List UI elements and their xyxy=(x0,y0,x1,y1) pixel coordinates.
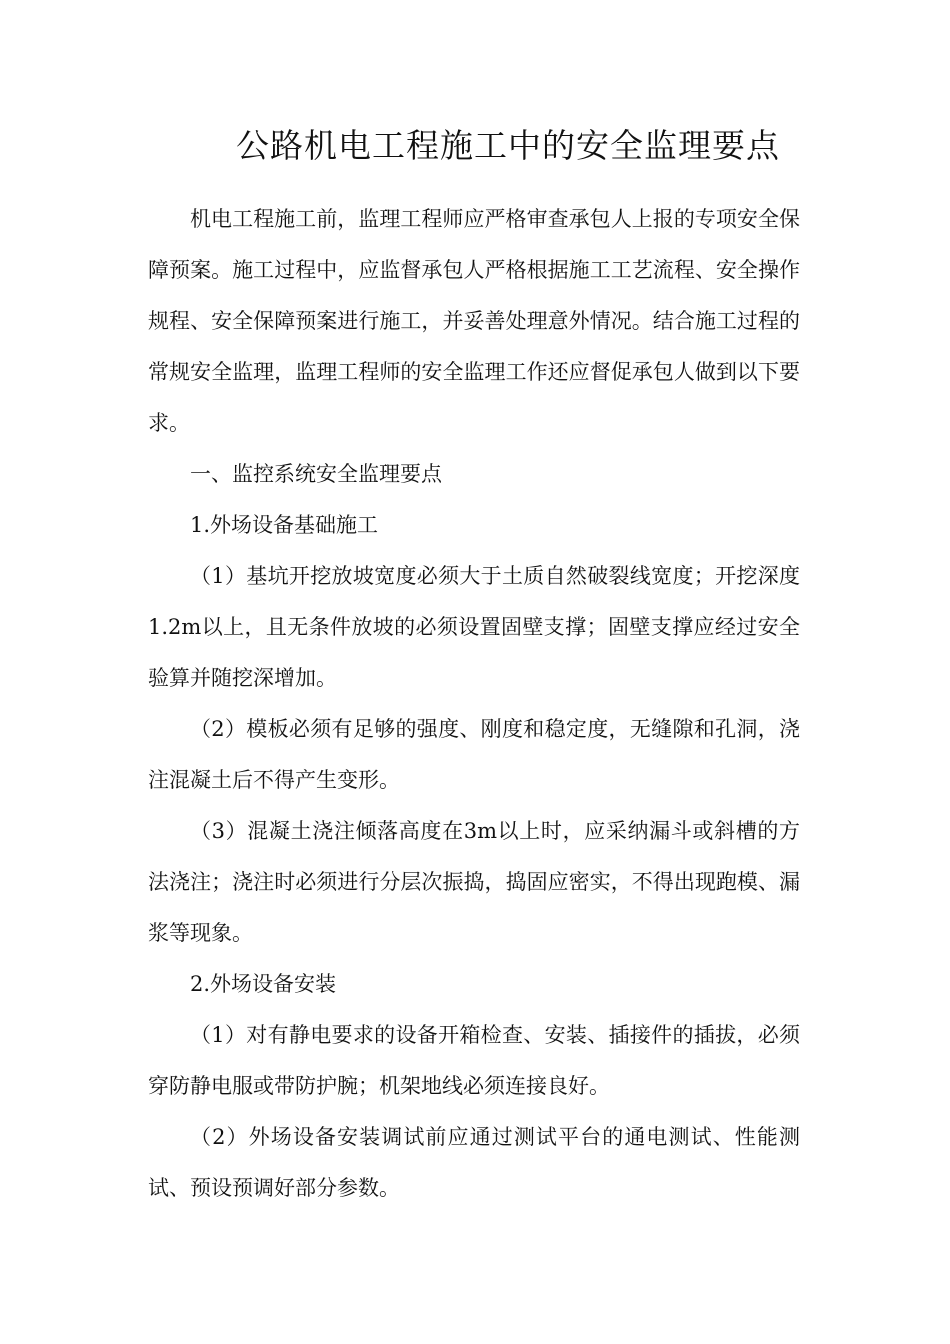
intro-paragraph: 机电工程施工前，监理工程师应严格审查承包人上报的专项安全保障预案。施工过程中，应监督承包人严格根据施工工艺流程、安全操作规程、安全保障预案进行施工，并妥善处理意外情况。结合施工过程的常规安全监理，监理工程师的安全监理工作还应督促承包人做到以下要求。 xyxy=(148,207,800,435)
document-body xyxy=(148,194,800,1214)
installation-item-1: （1）对有静电要求的设备开箱检查、安装、插接件的插拔，必须穿防静电服或带防护腕；机架地线必须连接良好。 xyxy=(148,1023,800,1098)
document-title: 公路机电工程施工中的安全监理要点 xyxy=(236,126,780,165)
section-heading-monitoring: 一、监控系统安全监理要点 xyxy=(190,462,442,486)
foundation-item-3: （3）混凝土浇注倾落高度在3m以上时，应采纳漏斗或斜槽的方法浇注；浇注时必须进行分层次振捣，捣固应密实，不得出现跑模、漏浆等现象。 xyxy=(148,819,800,945)
foundation-item-2: （2）模板必须有足够的强度、刚度和稳定度，无缝隙和孔洞，浇注混凝土后不得产生变形。 xyxy=(148,717,800,792)
subsection-heading-installation: 2.外场设备安装 xyxy=(190,972,337,996)
subsection-heading-foundation: 1.外场设备基础施工 xyxy=(190,513,379,537)
installation-item-2: （2）外场设备安装调试前应通过测试平台的通电测试、性能测试、预设预调好部分参数。 xyxy=(148,1125,800,1200)
foundation-item-1: （1）基坑开挖放坡宽度必须大于土质自然破裂线宽度；开挖深度1.2m以上，且无条件放坡的必须设置固壁支撑；固壁支撑应经过安全验算并随挖深增加。 xyxy=(148,564,800,690)
